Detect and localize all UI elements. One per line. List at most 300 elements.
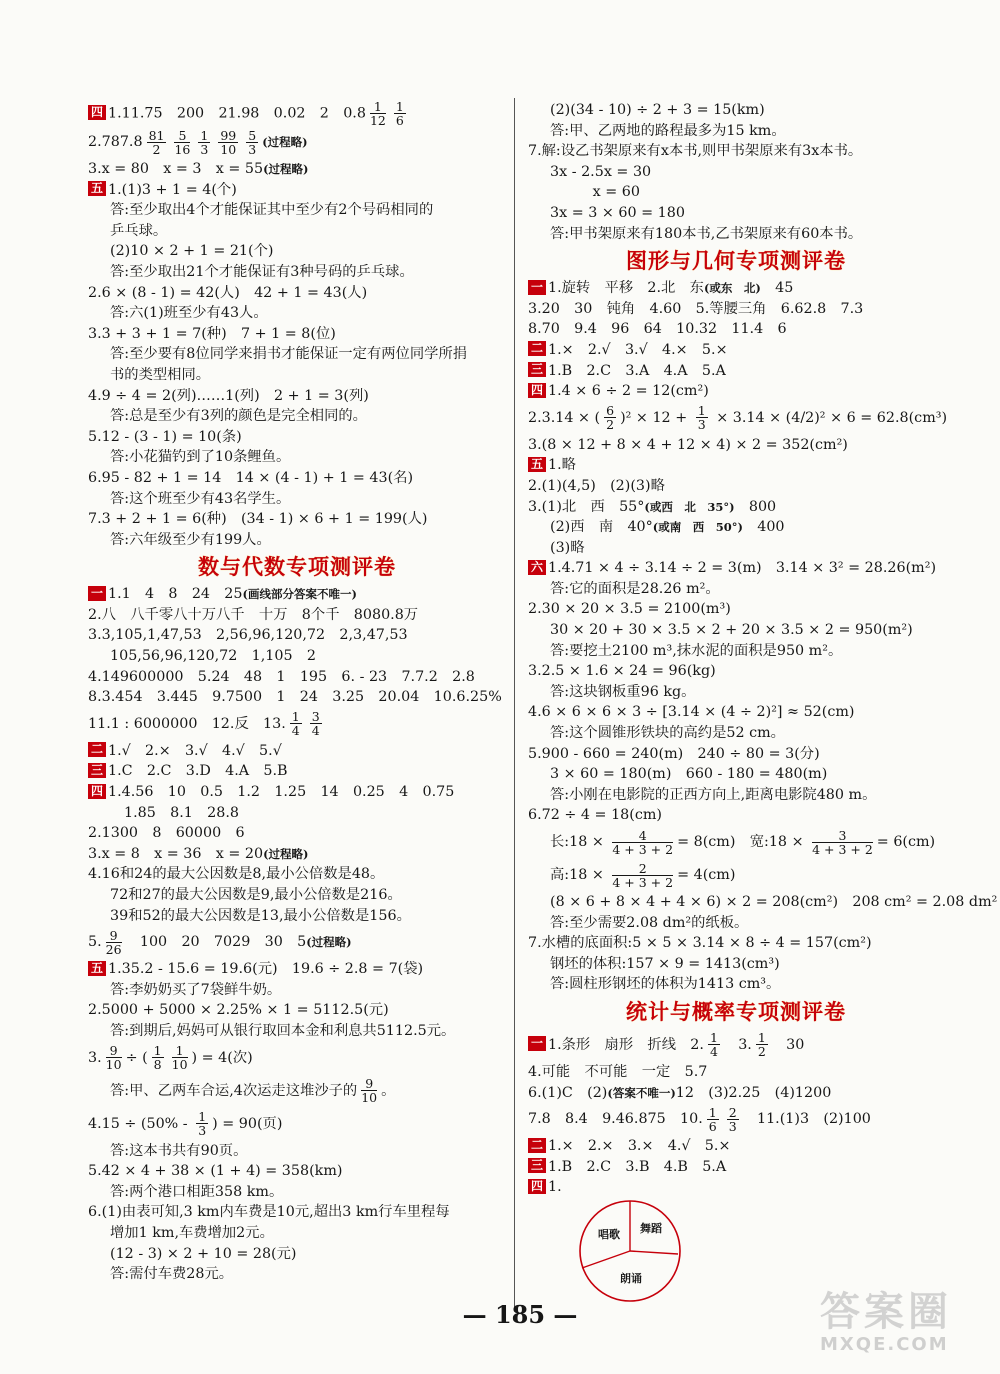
answer-text-cont: 。 xyxy=(381,1082,396,1099)
left-column xyxy=(88,100,506,1285)
answer-text-cont: 30 xyxy=(771,1036,805,1053)
fraction-numerator: 81 xyxy=(148,127,165,143)
answer-line xyxy=(88,406,506,427)
fraction xyxy=(246,129,258,156)
answer-text: (2)10 × 2 + 1 = 21(个) xyxy=(110,243,274,260)
answer-line xyxy=(528,974,944,995)
answer-text: 3.x = 8 x = 36 x = 20 xyxy=(88,845,264,862)
answer-line xyxy=(528,455,944,476)
answer-text: 11.1 : 6000000 12.反 13. xyxy=(88,715,286,732)
fraction-numerator: 1 xyxy=(395,99,404,114)
answer-text: 105,56,96,120,72 1,105 2 xyxy=(110,648,316,665)
answer-text: 3.2.5 × 1.6 × 24 = 96(kg) xyxy=(528,663,716,680)
answer-text: 7.3 + 2 + 1 = 6(种) (34 - 1) × 6 + 1 = 199(人) xyxy=(88,511,428,528)
answer-line xyxy=(528,558,944,579)
fraction-numerator: 3 xyxy=(812,829,873,843)
answer-text: 2.6 × (8 - 1) = 42(人) 42 + 1 = 43(人) xyxy=(88,284,368,301)
answer-note: (或东 北) xyxy=(703,281,761,296)
fraction-numerator: 6 xyxy=(606,403,615,419)
answer-text: 3.20 30 钝角 4.60 5.等腰三角 6.62.8 7.3 xyxy=(528,300,864,317)
pie-label-recitation: 朗诵 xyxy=(620,1272,642,1285)
answer-text-cont: 800 xyxy=(734,498,777,515)
answer-text: 答:至少取出21个才能保证有3种号码的乒乓球。 xyxy=(110,263,414,280)
question-type-tag: 六 xyxy=(528,560,546,575)
answer-line xyxy=(88,1141,506,1162)
answer-text: 1.× 2.× 3.× 4.√ 5.× xyxy=(548,1138,731,1155)
answer-text-cont: 45 xyxy=(760,280,794,297)
answer-text: 答:这个班至少有43名学生。 xyxy=(110,490,291,507)
answer-text: 3.x = 80 x = 3 x = 55 xyxy=(88,161,264,177)
right-column xyxy=(528,100,998,1198)
fraction xyxy=(310,710,322,737)
question-type-tag: 四 xyxy=(528,383,546,398)
answer-text: 长:18 × xyxy=(550,834,609,850)
answer-line xyxy=(528,859,944,892)
answer-text: 6.(1)C (2) xyxy=(528,1084,608,1101)
answer-line xyxy=(88,126,506,159)
fraction xyxy=(612,862,673,889)
fraction-numerator: 9 xyxy=(361,1077,377,1091)
answer-line xyxy=(528,1062,944,1083)
fraction-numerator: 3 xyxy=(311,709,320,725)
watermark-url: MXQE.COM xyxy=(820,1334,949,1355)
answer-text-cont: 400 xyxy=(742,519,785,536)
fraction-numerator: 1 xyxy=(291,709,300,725)
fraction-denominator: 6 xyxy=(395,113,404,128)
answer-text-cont: ) = 90(页) xyxy=(212,1115,283,1132)
fraction xyxy=(106,1044,122,1071)
answer-text: (12 - 3) × 2 + 10 = 28(元) xyxy=(110,1245,297,1262)
answer-text-cont: 100 20 7029 30 5 xyxy=(125,934,307,951)
answer-line xyxy=(88,605,506,626)
fraction xyxy=(152,1044,164,1071)
answer-line xyxy=(88,468,506,489)
answer-text: 8.3.454 3.445 9.7500 1 24 3.25 20.04 10.6.25% xyxy=(88,689,502,706)
fraction xyxy=(707,1106,719,1133)
answer-text: 4.9 ÷ 4 = 2(列)……1(列) 2 + 1 = 3(列) xyxy=(88,387,369,404)
answer-line xyxy=(528,913,944,934)
answer-line xyxy=(88,1202,506,1223)
fraction-denominator: 2 xyxy=(606,417,615,433)
answer-text: 2.3.14 × ( xyxy=(528,409,601,426)
answer-line xyxy=(528,162,944,183)
fraction-numerator: 9 xyxy=(106,929,122,943)
answer-text: 5.900 - 660 = 240(m) 240 ÷ 80 = 3(分) xyxy=(528,745,820,762)
fraction-denominator: 26 xyxy=(105,941,122,957)
answer-line xyxy=(88,180,506,201)
question-type-tag: 四 xyxy=(528,1179,546,1194)
fraction-denominator: 16 xyxy=(174,141,191,157)
answer-text: 1.11.75 200 21.98 0.02 2 0.8 xyxy=(108,105,366,122)
question-type-tag: 四 xyxy=(88,105,106,120)
answer-line xyxy=(88,447,506,468)
answer-text: 答:要挖土2100 m³,抹水泥的面积是950 m²。 xyxy=(550,642,843,659)
answer-text: 答:至少需要2.08 dm²的纸板。 xyxy=(550,914,749,931)
answer-text: 4.可能 不可能 一定 5.7 xyxy=(528,1063,708,1080)
answer-text: 30 × 20 + 30 × 3.5 × 2 + 20 × 3.5 × 2 = 950(m²) xyxy=(550,622,913,639)
answer-line xyxy=(528,723,944,744)
fraction-denominator: 10 xyxy=(220,141,237,157)
answer-text-cont: )² × 12 + xyxy=(620,409,692,426)
fraction-denominator: 4 + 3 + 2 xyxy=(612,841,674,857)
answer-text-cont: 3. xyxy=(723,1036,752,1053)
fraction-denominator: 10 xyxy=(171,1057,188,1073)
answer-line xyxy=(528,661,944,682)
answer-line xyxy=(88,844,506,865)
answer-text: 1.35.2 - 15.6 = 19.6(元) 19.6 ÷ 2.8 = 7(袋) xyxy=(108,961,424,978)
answer-line xyxy=(88,324,506,345)
answer-text: 4.6 × 6 × 6 × 3 ÷ [3.14 × (4 ÷ 2)²] ≈ 52(cm) xyxy=(528,704,855,721)
answer-text: 6.72 ÷ 4 = 18(cm) xyxy=(528,807,662,824)
answer-text: 答:李奶奶买了7袋鲜牛奶。 xyxy=(110,981,282,998)
fraction xyxy=(604,404,616,431)
answer-line xyxy=(528,278,944,299)
fraction-numerator: 1 xyxy=(708,1104,717,1120)
section-title: 图形与几何专项测评卷 xyxy=(626,249,846,274)
answer-line xyxy=(528,744,944,765)
answer-note: (画线部分答案不唯一) xyxy=(242,587,357,602)
answer-line xyxy=(528,805,944,826)
answer-text: 1.4.56 10 0.5 1.2 1.25 14 0.25 4 0.75 xyxy=(108,784,455,801)
fraction xyxy=(172,1044,188,1071)
answer-text: 答:甲、乙两地的路程最多为15 km。 xyxy=(550,122,786,139)
fraction-numerator: 1 xyxy=(200,127,209,143)
answer-line xyxy=(88,823,506,844)
answer-line xyxy=(528,182,944,203)
answer-note: (过程略) xyxy=(262,135,308,149)
answer-text: (3)略 xyxy=(550,539,585,556)
question-type-tag: 三 xyxy=(528,362,546,377)
answer-line xyxy=(88,262,506,283)
fraction-denominator: 3 xyxy=(697,417,706,433)
fraction-denominator: 4 + 3 + 2 xyxy=(812,841,873,857)
answer-text: 4.149600000 5.24 48 1 195 6. - 23 7.7.2 2.8 xyxy=(88,668,475,685)
answer-text: 3.(1)北 西 55° xyxy=(528,498,645,515)
answer-text: 答:它的面积是28.26 m²。 xyxy=(550,580,720,597)
answer-line xyxy=(528,224,944,245)
fraction xyxy=(174,129,190,156)
answer-text: 8.70 9.4 96 64 10.32 11.4 6 xyxy=(528,321,787,338)
question-type-tag: 一 xyxy=(528,280,546,295)
answer-line xyxy=(88,1244,506,1265)
answer-text: 2.5000 + 5000 × 2.25% × 1 = 5112.5(元) xyxy=(88,1002,389,1019)
answer-line xyxy=(88,221,506,242)
answer-text: 1.条形 扇形 折线 2. xyxy=(548,1036,704,1053)
answer-text: 2.787.8 xyxy=(88,134,143,150)
answer-note: (过程略) xyxy=(263,846,309,861)
answer-line xyxy=(88,344,506,365)
answer-line xyxy=(528,892,998,913)
answer-text: 答:六年级至少有199人。 xyxy=(110,531,271,548)
pie-label-dance: 舞蹈 xyxy=(640,1222,662,1235)
answer-line xyxy=(88,530,506,551)
answer-line xyxy=(88,100,506,126)
answer-line xyxy=(528,599,944,620)
question-type-tag: 二 xyxy=(528,1138,546,1153)
answer-text-cont: = 6(cm) xyxy=(876,834,936,850)
answer-line xyxy=(528,682,944,703)
answer-text: 5.42 × 4 + 38 × (1 + 4) = 358(km) xyxy=(88,1163,343,1180)
answer-line xyxy=(528,620,944,641)
fraction-numerator: 1 xyxy=(697,403,706,419)
answer-text: 4.15 ÷ (50% - xyxy=(88,1115,193,1132)
answer-line xyxy=(88,386,506,407)
answer-text-cont: = 4(cm) xyxy=(677,867,736,883)
answer-line xyxy=(528,785,944,806)
fraction-denominator: 2 xyxy=(757,1044,766,1060)
column-divider xyxy=(514,98,515,1310)
fraction xyxy=(370,100,386,127)
answer-line xyxy=(88,1182,506,1203)
answer-line xyxy=(88,159,506,180)
answer-text: 1.B 2.C 3.B 4.B 5.A xyxy=(548,1158,727,1175)
question-type-tag: 四 xyxy=(88,784,106,799)
answer-line xyxy=(528,497,944,518)
answer-line xyxy=(88,980,506,1001)
answer-line xyxy=(528,299,944,320)
pie-chart-svg xyxy=(570,1196,690,1306)
answer-text: 答:这本书共有90页。 xyxy=(110,1142,248,1159)
answer-line xyxy=(528,435,944,456)
fraction-denominator: 10 xyxy=(105,1057,122,1073)
answer-line xyxy=(528,476,944,497)
answer-line xyxy=(528,538,944,559)
answer-text: 39和52的最大公因数是13,最小公倍数是156。 xyxy=(110,907,411,924)
question-type-tag: 二 xyxy=(528,341,546,356)
answer-line xyxy=(88,1042,506,1075)
fraction-denominator: 3 xyxy=(200,141,209,157)
section-title: 数与代数专项测评卷 xyxy=(198,555,396,580)
answer-line xyxy=(528,826,944,859)
fraction xyxy=(290,710,302,737)
answer-line xyxy=(88,926,506,959)
fraction xyxy=(727,1106,739,1133)
fraction-denominator: 4 xyxy=(311,723,320,739)
answer-line xyxy=(88,584,506,605)
fraction-numerator: 1 xyxy=(757,1030,766,1046)
answer-line xyxy=(88,906,506,927)
fraction-denominator: 4 + 3 + 2 xyxy=(612,874,674,890)
page-number: — 185 — xyxy=(462,1300,578,1329)
answer-line xyxy=(528,1029,944,1062)
answer-text: 高:18 × xyxy=(550,867,609,883)
answer-text: 答:两个港口相距358 km。 xyxy=(110,1183,284,1200)
watermark-logo: 答案圈 xyxy=(820,1289,952,1335)
answer-text: 3 × 60 = 180(m) 660 - 180 = 480(m) xyxy=(550,766,828,783)
answer-text: 7.解:设乙书架原来有x本书,则甲书架原来有3x本书。 xyxy=(528,143,863,160)
answer-text: 答:这个圆锥形铁块的高约是52 cm。 xyxy=(550,725,785,742)
answer-line xyxy=(528,141,944,162)
answer-text: 书的类型相同。 xyxy=(110,366,211,383)
answer-line xyxy=(528,361,944,382)
answer-text-cont: ÷ ( xyxy=(125,1049,148,1066)
answer-line xyxy=(528,1177,944,1198)
answer-line xyxy=(528,121,944,142)
answer-line xyxy=(88,200,506,221)
fraction xyxy=(361,1077,377,1104)
answer-line xyxy=(88,687,506,708)
answer-text-cont: × 3.14 × (4/2)² × 6 = 62.8(cm³) xyxy=(711,409,948,426)
fraction-denominator: 2 xyxy=(152,141,161,157)
answer-line xyxy=(528,954,944,975)
answer-line xyxy=(528,702,944,723)
answer-text: 3.3 + 3 + 1 = 7(种) 7 + 1 = 8(位) xyxy=(88,325,336,342)
answer-text: 2.30 × 20 × 3.5 = 2100(m³) xyxy=(528,601,731,618)
answer-text: x = 60 xyxy=(564,184,640,201)
answer-text: 1.85 8.1 28.8 xyxy=(124,804,239,821)
answer-text: 1.× 2.√ 3.√ 4.× 5.× xyxy=(548,341,728,358)
answer-line xyxy=(88,241,506,262)
answer-line xyxy=(88,667,506,688)
answer-text: 1.旋转 平移 2.北 东 xyxy=(548,280,704,297)
section-title: 统计与概率专项测评卷 xyxy=(626,999,846,1024)
fraction-numerator: 2 xyxy=(728,1104,737,1120)
answer-line xyxy=(88,864,506,885)
answer-line xyxy=(88,303,506,324)
answer-line xyxy=(88,708,506,741)
answer-line xyxy=(88,761,506,782)
answer-text: 7.水槽的底面积:5 × 5 × 3.14 × 8 ÷ 4 = 157(cm²) xyxy=(528,935,872,952)
fraction-numerator: 2 xyxy=(612,862,673,876)
question-type-tag: 五 xyxy=(88,181,106,196)
answer-text: 答:到期后,妈妈可从银行取回本金和利息共5112.5元。 xyxy=(110,1022,456,1039)
fraction-denominator: 4 xyxy=(291,723,300,739)
fraction-denominator: 3 xyxy=(248,141,257,157)
fraction-numerator: 1 xyxy=(172,1044,188,1058)
fraction xyxy=(394,100,406,127)
answer-text: 答:需付车费28元。 xyxy=(110,1266,234,1283)
fraction xyxy=(218,129,238,156)
answer-line xyxy=(528,764,944,785)
answer-text: 答:甲书架原来有180本书,乙书架原来有60本书。 xyxy=(550,225,863,242)
fraction xyxy=(812,829,873,856)
answer-text: 1.√ 2.× 3.√ 4.√ 5.√ xyxy=(108,742,282,759)
answer-text: 答:至少取出4个才能保证其中至少有2个号码相同的 xyxy=(110,202,434,219)
answer-line xyxy=(88,1161,506,1182)
answer-text: 钢坯的体积:157 × 9 = 1413(cm³) xyxy=(550,955,780,972)
answer-text: 4.16和24的最大公因数是8,最小公倍数是48。 xyxy=(88,866,385,883)
answer-text: 1.4.71 × 4 ÷ 3.14 ÷ 2 = 3(m) 3.14 × 3² = 28.26(m²) xyxy=(548,560,937,577)
fraction-numerator: 5 xyxy=(174,129,190,143)
fraction-numerator: 5 xyxy=(248,127,257,143)
answer-text: 答:至少要有8位同学来捐书才能保证一定有两位同学所捐 xyxy=(110,346,468,363)
answer-line xyxy=(528,340,944,361)
answer-text: 72和27的最大公因数是9,最小公倍数是216。 xyxy=(110,887,402,903)
answer-text: 答:这块钢板重96 kg。 xyxy=(550,683,696,700)
answer-line xyxy=(88,1108,506,1141)
answer-text: 1.(1)3 + 1 = 4(个) xyxy=(108,181,237,198)
answer-text: 3.3,105,1,47,53 2,56,96,120,72 2,3,47,53 xyxy=(88,627,408,644)
fraction xyxy=(612,829,673,856)
question-type-tag: 三 xyxy=(528,1158,546,1173)
answer-line xyxy=(528,203,944,224)
answer-text: 乒乓球。 xyxy=(110,222,168,239)
answer-text: 1.B 2.C 3.A 4.A 5.A xyxy=(548,362,726,379)
fraction xyxy=(106,929,122,956)
answer-text: 1. xyxy=(548,1179,562,1196)
answer-line xyxy=(88,625,506,646)
answer-line xyxy=(88,803,506,824)
pie-label-singing: 唱歌 xyxy=(598,1228,620,1241)
fraction-numerator: 9 xyxy=(106,1044,122,1058)
answer-line xyxy=(88,1223,506,1244)
question-type-tag: 五 xyxy=(88,961,106,976)
pie-divider-right xyxy=(630,1251,678,1254)
answer-text: (2)西 南 40° xyxy=(550,519,653,536)
answer-text: 答:总是至少有3列的颜色是完全相同的。 xyxy=(110,408,367,425)
fraction-denominator: 4 xyxy=(709,1044,718,1060)
fraction-numerator: 1 xyxy=(198,1109,207,1125)
fraction-numerator: 1 xyxy=(153,1043,162,1059)
answer-text: 答:甲、乙两车合运,4次运走这堆沙子的 xyxy=(110,1082,358,1099)
answer-text-cont: 11.(1)3 (2)100 xyxy=(742,1111,871,1128)
fraction-denominator: 6 xyxy=(708,1118,717,1134)
fraction xyxy=(198,129,210,156)
answer-note: (过程略) xyxy=(263,162,309,176)
question-type-tag: 三 xyxy=(88,763,106,778)
answer-line xyxy=(528,381,944,402)
fraction xyxy=(696,404,708,431)
answer-text: 3x = 3 × 60 = 180 xyxy=(550,204,685,221)
fraction-numerator: 99 xyxy=(220,127,237,143)
answer-line xyxy=(528,517,944,538)
answer-text: 2.八 八千零八十万八千 十万 8个千 8080.8万 xyxy=(88,606,419,623)
answer-line xyxy=(528,1136,944,1157)
answer-line xyxy=(88,1264,506,1285)
answer-text: 3x - 2.5x = 30 xyxy=(550,163,652,180)
answer-line xyxy=(528,319,944,340)
answer-note: (答案不唯一) xyxy=(607,1085,676,1100)
answer-line xyxy=(88,741,506,762)
answer-text-cont: ) = 4(次) xyxy=(191,1049,253,1066)
answer-line xyxy=(88,885,506,906)
fraction xyxy=(147,129,167,156)
fraction-numerator: 1 xyxy=(709,1030,718,1046)
answer-text: 1.4 × 6 ÷ 2 = 12(cm²) xyxy=(548,383,709,400)
pie-chart xyxy=(570,1196,690,1310)
fraction-numerator: 1 xyxy=(370,100,386,114)
fraction xyxy=(708,1031,720,1058)
watermark xyxy=(820,1290,990,1370)
answer-line xyxy=(528,1157,944,1178)
question-type-tag: 一 xyxy=(528,1036,546,1051)
answer-line xyxy=(88,365,506,386)
question-type-tag: 五 xyxy=(528,457,546,472)
answer-line xyxy=(528,100,944,121)
answer-text: 1.C 2.C 3.D 4.A 5.B xyxy=(108,763,288,780)
answer-line xyxy=(528,1083,944,1104)
answer-text: 1.略 xyxy=(548,457,576,474)
answer-text: 2.(1)(4,5) (2)(3)略 xyxy=(528,477,665,494)
answer-text: 答:圆柱形钢坯的体积为1413 cm³。 xyxy=(550,976,781,993)
fraction-denominator: 12 xyxy=(369,113,386,128)
answer-text: (2)(34 - 10) ÷ 2 + 3 = 15(km) xyxy=(550,102,765,118)
question-type-tag: 一 xyxy=(88,586,106,601)
answer-text: 2.1300 8 60000 6 xyxy=(88,825,245,842)
answer-text: 6.95 - 82 + 1 = 14 14 × (4 - 1) + 1 = 43(名) xyxy=(88,469,414,486)
pie-divider-left xyxy=(582,1251,630,1268)
answer-text: 3. xyxy=(88,1049,102,1066)
question-type-tag: 二 xyxy=(88,742,106,757)
answer-note: (或南 西 50°) xyxy=(652,520,743,535)
answer-text: 答:六(1)班至少有43人。 xyxy=(110,305,268,322)
answer-line xyxy=(528,402,948,435)
answer-text-cont: 12 (3)2.25 (4)1200 xyxy=(675,1084,832,1101)
answer-note: (过程略) xyxy=(306,935,352,950)
fraction-denominator: 3 xyxy=(198,1123,207,1139)
answer-text: 增加1 km,车费增加2元。 xyxy=(110,1224,274,1241)
answer-text: 答:小花猫钓到了10条鲤鱼。 xyxy=(110,449,291,466)
